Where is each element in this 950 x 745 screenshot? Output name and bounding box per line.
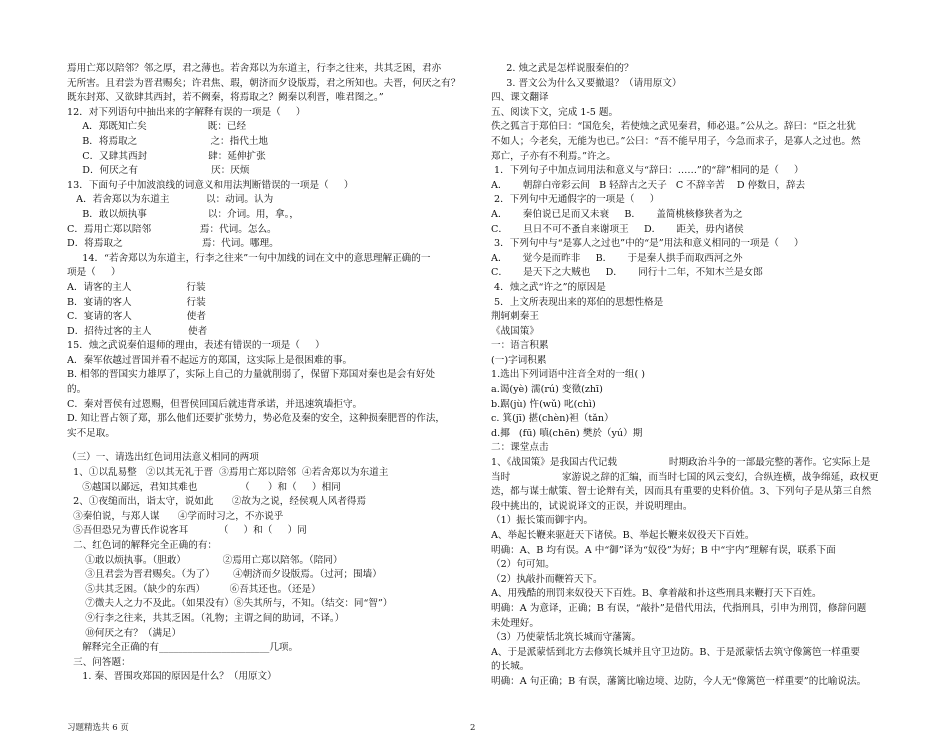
text-line: 明确：A 为意译，正确；B 有误，“敲扑”是借代用法，代指刑具，引申为刑罚，修辞问题 bbox=[491, 602, 867, 614]
text-line: 荆轲刺秦王 bbox=[491, 311, 539, 323]
text-line: 14．“若舍郑以为东道主，行李之往来”一句中加线的词在文中的意思理解正确的一 bbox=[67, 252, 431, 264]
text-line: 一：语言积累 bbox=[491, 340, 549, 352]
text-line: 无所害。且君尝为晋君赐矣；许君焦、瑕，朝济而夕设版焉，君之所知也。夫晋，何厌之有？ bbox=[67, 77, 461, 89]
text-line: 2．下列句中无通假字的一项是（ ） bbox=[491, 194, 660, 206]
text-line: C． 是天下之大贼也 D． 同行十二年，不知木兰是女郎 bbox=[491, 267, 763, 279]
text-line: C．又肆其西封 肆：延伸扩张 bbox=[67, 150, 266, 162]
text-line: 2. 烛之武是怎样说服秦伯的？ bbox=[491, 63, 634, 74]
text-line: d.揶 (fū) 嗔(chēn) 樊於（yú）期 bbox=[491, 427, 643, 439]
text-line: 实不足取。 bbox=[67, 427, 115, 439]
text-line: A．郑既知亡矣 既：已经 bbox=[67, 121, 247, 133]
text-line: 3．下列句中与“是寡人之过也”中的“是”用法和意义相同的一项是（ ） bbox=[491, 238, 804, 250]
text-line: 的。 bbox=[67, 384, 87, 396]
text-line: 1、《战国策》是我国古代记载 时期政治斗争的一部最完整的著作。它实际上是 bbox=[491, 457, 871, 469]
text-line: （2）句可知。 bbox=[491, 559, 555, 571]
text-line: C． 旦日不可不蚤自来谢项王 D． 距关，毋内诸侯 bbox=[491, 223, 744, 235]
text-line: ③且君尝为晋君赐矣。（为了） ④朝济而夕设版焉。（过河；围墙） bbox=[67, 569, 382, 581]
text-line: A、于是派蒙恬到北方去修筑长城并且守卫边防。B、于是派蒙恬去筑守像篱笆一样重要 bbox=[491, 646, 860, 658]
text-line: 既东封郑、又欲肆其西封，若不阙秦，将焉取之？阙秦以利晋，唯君图之。” bbox=[67, 92, 384, 104]
text-line: （2）执敲扑而鞭笞天下。 bbox=[491, 573, 603, 585]
text-line: 的长城。 bbox=[491, 661, 530, 673]
text-line: 未处理好。 bbox=[491, 617, 539, 629]
text-line: （3）乃使蒙恬北筑长城而守藩篱。 bbox=[491, 632, 642, 644]
text-line: 当时 家游说之辞的汇编，而当时七国的风云变幻，合纵连横，战争绵延，政权更 bbox=[491, 471, 879, 483]
footer-page-count: 习题精选共 6 页 bbox=[67, 723, 129, 733]
text-line: 4．烛之武“许之”的原因是 bbox=[491, 281, 606, 293]
left-column bbox=[67, 62, 477, 685]
text-line: 《战国策》 bbox=[491, 325, 539, 337]
text-line: 四、课文翻译 bbox=[491, 92, 549, 104]
text-line: 解释完全正确的有_______________________几项。 bbox=[67, 642, 299, 654]
text-line: 15．烛之武说秦伯退师的理由，表述有错误的一项是（ ） bbox=[67, 340, 325, 352]
text-line: 项是（ ） bbox=[67, 267, 121, 279]
text-line: B．宴请的客人 行装 bbox=[67, 296, 206, 308]
text-line: A． 觉今是而昨非 B． 于是秦人拱手而取西河之外 bbox=[491, 252, 743, 264]
text-line: 5．上文所表现出来的郑伯的思想性格是 bbox=[491, 296, 664, 308]
text-line: D．将焉取之 焉：代词。哪理。 bbox=[67, 238, 279, 250]
text-line: 二：课堂点击 bbox=[491, 442, 549, 454]
text-line: 不如人；今老矣，无能为也已。”公曰：“吾不能早用子，今急而求子，是寡人之过也。然 bbox=[491, 135, 861, 147]
text-line: 二、红色词的解释完全正确的有： bbox=[67, 540, 218, 551]
text-line: ⑨行李之往来，共其乏困。（礼物；主谓之间的助词，不译。） bbox=[67, 612, 345, 624]
text-line: ⑤共其乏困。（缺少的东西） ⑥吾其还也。（还是） bbox=[67, 583, 321, 595]
text-line: C．宴请的客人 使者 bbox=[67, 311, 206, 323]
text-line: 3. 晋文公为什么又要撤退？（请用原文） bbox=[491, 77, 682, 89]
text-line: 郑亡，子亦有不利焉。”许之。 bbox=[491, 150, 616, 162]
text-line: 1．下列句子中加点词用法和意义与“辞曰：……”的“辞”相同的是（ ） bbox=[491, 165, 804, 177]
text-line: a.谒(yè) 濡(rú) 变徵(zhī) bbox=[491, 384, 603, 396]
text-line: D．何厌之有 厌：厌烦 bbox=[67, 165, 250, 177]
text-line: 1、①以乱易整 ②以其无礼于晋 ③焉用亡郑以陪邻 ④若舍郑以为东道主 bbox=[67, 467, 389, 479]
text-line: B．将焉取之 之：指代土地 bbox=[67, 135, 269, 147]
text-line: ⑦微夫人之力不及此。（如果没有）⑧失其所与，不知。（结交：同“智”） bbox=[67, 598, 393, 610]
text-line: A．若舍郑以为东道主 以：动词。认为 bbox=[67, 194, 274, 206]
text-line: 五、阅读下文，完成 1-5 题。 bbox=[491, 106, 619, 118]
text-line: D．招待过客的主人 使者 bbox=[67, 325, 208, 337]
text-line: b.踞(jù) 忤(wǔ) 叱(chì) bbox=[491, 398, 596, 410]
text-line: 三、问答题： bbox=[67, 656, 131, 668]
text-line: A．秦军依越过晋国并看不起远方的郑国，这实际上是很困难的事。 bbox=[67, 354, 353, 366]
text-line: c. 箕(jī) 揕(chèn)袒（tǎn） bbox=[491, 413, 614, 425]
text-line: 2、①夜缒而出，诣太守，说如此 ②故为之说，经侯观人风者得焉 bbox=[67, 496, 367, 508]
text-line: ⑤吾但恐兄为曹氏作说客耳 （ ）和（ ）同 bbox=[67, 525, 307, 537]
text-line: C．秦对晋侯有过恩赐，但晋侯回国后就违背承诺，并迅速筑墙拒守。 bbox=[67, 398, 363, 410]
text-line: （1）振长策而御宇内。 bbox=[491, 515, 594, 527]
text-line: ③秦伯说，与郑人谋 ④学而时习之，不亦说乎 bbox=[67, 510, 284, 522]
text-line: 佚之狐言于郑伯曰：“国危矣，若使烛之武见秦君，师必退。”公从之。辞曰：“臣之壮犹 bbox=[491, 121, 856, 133]
text-line: 焉用亡郑以陪邻？邻之厚，君之薄也。若舍郑以为东道主，行李之往来，共其乏困，君亦 bbox=[67, 63, 442, 74]
right-column bbox=[491, 62, 896, 690]
text-line: ①敢以烦执事。（胆敢） ②焉用亡郑以陪邻。（陪同） bbox=[67, 554, 343, 566]
text-line: A、举起长鞭来驱赶天下诸侯。B、举起长鞭来奴役天下百姓。 bbox=[491, 530, 755, 541]
text-line: A、用残酷的刑罚来奴役天下百姓。B、拿着敲和扑这些刑具来鞭打天下百姓。 bbox=[491, 588, 822, 600]
text-line: A． 朝辞白帝彩云间 B 轻辞古之天子 C 不辞辛苦 D 停数日，辞去 bbox=[491, 179, 806, 191]
text-line: 1.选出下列词语中注音全对的一组( ) bbox=[491, 369, 646, 381]
text-line: （三）一、请选出红色词用法意义相同的两项 bbox=[67, 452, 259, 464]
text-line: A．请客的主人 行装 bbox=[67, 281, 206, 293]
text-line: C．焉用亡郑以陪邻 焉：代词。怎么。 bbox=[67, 223, 277, 235]
text-line: 段中挑出的，试说说译文的正误，并说明理由。 bbox=[491, 500, 693, 512]
text-line: (一)字词积累 bbox=[491, 354, 547, 366]
page-number: 2 bbox=[470, 723, 476, 733]
text-line: B. 相邻的晋国实力雄厚了，实际上自己的力量就削弱了，保留下郑国对秦也是会有好处 bbox=[67, 369, 436, 381]
text-line: B．敢以烦执事 以：介词。用，拿。， bbox=[67, 208, 299, 220]
text-line: 12．对下列语句中抽出来的字解释有误的一项是（ ） bbox=[67, 106, 306, 118]
text-line: ⑩何厌之有？（满足） bbox=[67, 627, 182, 639]
text-line bbox=[67, 441, 477, 451]
text-line: 迭，都与谋士献策、智士论辩有关，因而具有重要的史料价值。3、下列句子是从第三自然 bbox=[491, 486, 872, 498]
text-line: 明确：A 句正确；B 有误，藩篱比喻边境、边防，今人无“像篱笆一样重要”的比喻说法。 bbox=[491, 675, 867, 687]
text-line: D. 知让晋占领了郑，那么他们还要扩张势力，势必危及秦的安全，这种损秦肥晋的作法， bbox=[67, 413, 446, 425]
text-line: 明确：A、B 均有误。A 中“御”译为“奴役”为好；B 中“宇内”理解有误，联系下面 bbox=[491, 544, 836, 556]
text-line: 13．下面句子中加波浪线的词意义和用法判断错误的一项是（ ） bbox=[67, 179, 354, 191]
text-line: A． 秦伯说已足而又未衰 B． 盖简桃核修狭者为之 bbox=[491, 208, 743, 220]
text-line: ⑤越国以鄙远，君知其难也 （ ）和（ ）相同 bbox=[67, 481, 341, 493]
text-line: 1. 秦、晋围攻郑国的原因是什么？（用原文） bbox=[67, 671, 277, 683]
